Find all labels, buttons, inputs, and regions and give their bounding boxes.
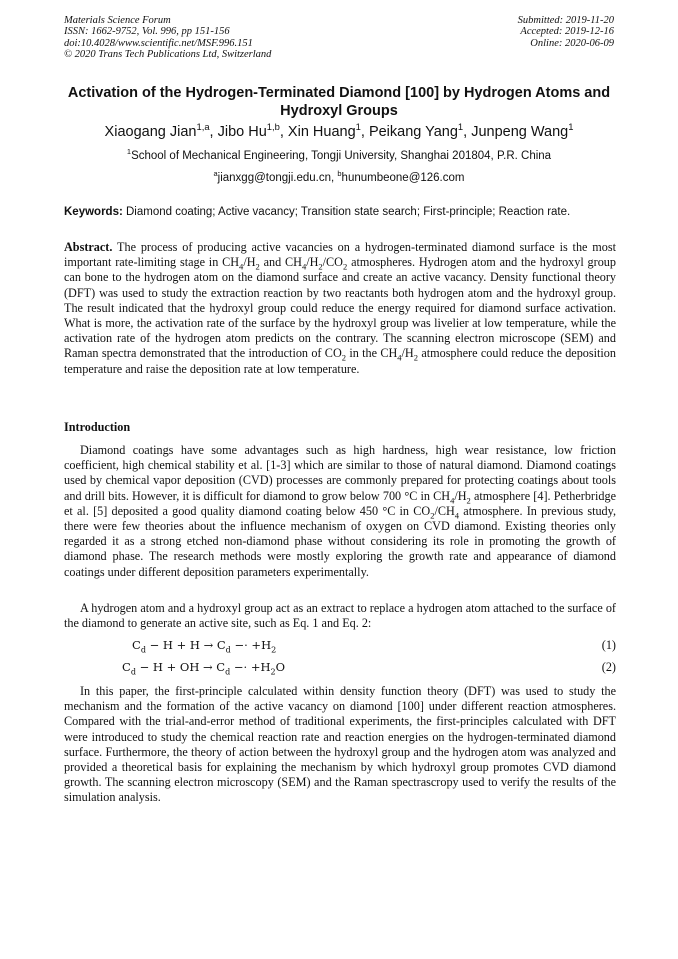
abstract-label: Abstract. bbox=[64, 240, 113, 254]
author-emails: $^a$jianxgg@tongji.edu.cn, $^b$hunumbeone@126.com bbox=[213, 169, 465, 184]
abstract: Abstract. The process of producing active vacancies on a hydrogen-terminated diamond surface is the most important rate-limiting stage in $CH_4/H_2$ and $CH_4/H_2/CO_2$ atmospheres. Hydrogen atom and the hydroxyl group can bone to the hydrogen atom on the diamond surface and create an active vacancy. Density functional theory (DFT) was used to study the extraction reaction by two reactants both hydrogen atom and the hydroxyl group. The result indicated that the hydroxyl group could reduce the energy required for diamond surface activation. What is more, the activation rate of the surface by the hydroxyl group was livelier at low temperature, while the activation rate of the hydrogen atom predicts on the contrary. The scanning electron microscope (SEM) and Raman spectra demonstrated that the introduction of $CO_2$ in the $CH_4/H_2$ atmosphere could reduce the deposition temperature and raise the deposition rate at low temperature. bbox=[64, 240, 616, 376]
affiliation-text: School of Mechanical Engineering, Tongji University, Shanghai 201804, P.R. China bbox=[131, 150, 552, 162]
intro-paragraph: In this paper, the first-principle calculated within density function theory (DFT) was used to study the mechanism and the formation of the active vacancy on diamond [100] under different reaction atmospheres. Compared with the trial-and-error method of traditional experiments, the first-principles calculated with DFT were introduced to study the chemical reaction rate and reaction energies on the hydrogen-terminated diamond surface. Furthermore, the theory of action between the hydroxyl group and the hydrogen atom was analyzed and provided a theoretical basis for explaining the mechanism by which hydroxyl group promotes CVD diamond growth. The scanning electron microscopy (SEM) and the Raman spectrascropy used to verify the results of the simulation analysis. bbox=[64, 684, 616, 805]
author-name: Peikang Yang bbox=[368, 124, 458, 140]
equation-number: (2) bbox=[601, 660, 616, 674]
email-link[interactable]: jianxgg@tongji.edu.cn bbox=[217, 172, 331, 184]
intro-paragraph: Diamond coatings have some advantages such as high hardness, high wear resistance, low friction coefficient, high chemical stability et al. [1-3] which are similar to those of natural diamond. Diamond coatings used by chemical vapor deposition (CVD) processes are commonly prepared for protecting coatings about tools and drill bits. However, it is difficult for diamond to grow below 700 °C in $CH_4/H_2$ atmosphere [4]. Petherbridge et al. [5] deposited a good quality diamond coating below 450 °C in $CO_2/CH_4$ atmosphere. In previous study, there were few theories about the influence mechanism of oxygen on CVD diamond. Existing theories only regarded it as a strong etched non-diamond phase without considering its role in promoting the growth of diamond phase. The research methods were mostly exploring the growth rate and appearance of diamond coatings under different deposition parameters experimentally. bbox=[64, 443, 616, 579]
equation-number: (1) bbox=[601, 638, 616, 652]
keywords-text: Diamond coating; Active vacancy; Transition state search; First-principle; Reaction rate. bbox=[122, 206, 571, 218]
author-affil-mark: 1,b bbox=[266, 121, 280, 133]
author-affil-mark: 1,a bbox=[196, 121, 210, 133]
keywords-label: Keywords: bbox=[64, 206, 123, 218]
author-affil-mark: 1 bbox=[355, 121, 361, 133]
equation-body: $C_d - H + H \to C_d -\cdot +H_2$ bbox=[132, 638, 277, 655]
affiliation: $^1$School of Mechanical Engineering, Tongji University, Shanghai 201804, P.R. China bbox=[126, 147, 552, 162]
copyright-line: © 2020 Trans Tech Publications Ltd, Switzerland bbox=[64, 49, 272, 61]
keywords bbox=[64, 206, 616, 218]
author-name: Junpeng Wang bbox=[471, 124, 569, 140]
author-list: Xiaogang Jian$^{1,a}$, Jibo Hu$^{1,b}$, Xin Huang$^1$, Peikang Yang$^1$, Junpeng Wang$^1$ bbox=[104, 121, 574, 140]
doi-line: doi:10.4028/www.scientific.net/MSF.996.151 bbox=[64, 37, 253, 49]
author-name: Xin Huang bbox=[287, 124, 356, 140]
issn-line: ISSN: 1662-9752, Vol. 996, pp 151-156 bbox=[64, 26, 230, 38]
author-name: Jibo Hu bbox=[217, 124, 267, 140]
author-name: Xiaogang Jian bbox=[104, 124, 197, 140]
journal-header bbox=[64, 15, 271, 61]
author-affil-mark: 1 bbox=[568, 121, 574, 133]
paper-title: Activation of the Hydrogen-Terminated Diamond [100] by Hydrogen Atoms and Hydroxyl Groups bbox=[67, 85, 611, 119]
journal-name: Materials Science Forum bbox=[64, 15, 171, 26]
intro-paragraph: A hydrogen atom and a hydroxyl group act as an extract to replace a hydrogen atom attached to the surface of the diamond to generate an active site, such as Eq. 1 and Eq. 2: bbox=[64, 601, 616, 631]
email-link[interactable]: hunumbeone@126.com bbox=[341, 172, 465, 184]
dates-header bbox=[518, 15, 614, 49]
author-affil-mark: 1 bbox=[457, 121, 464, 133]
section-heading: Introduction bbox=[64, 420, 131, 434]
accepted-date: Accepted: 2019-12-16 bbox=[520, 26, 614, 38]
submitted-date: Submitted: 2019-11-20 bbox=[517, 15, 614, 26]
equation-body: $C_d - H$ + OH → $C_d -\cdot +H_2O$ bbox=[122, 660, 286, 677]
online-date: Online: 2020-06-09 bbox=[530, 37, 614, 49]
